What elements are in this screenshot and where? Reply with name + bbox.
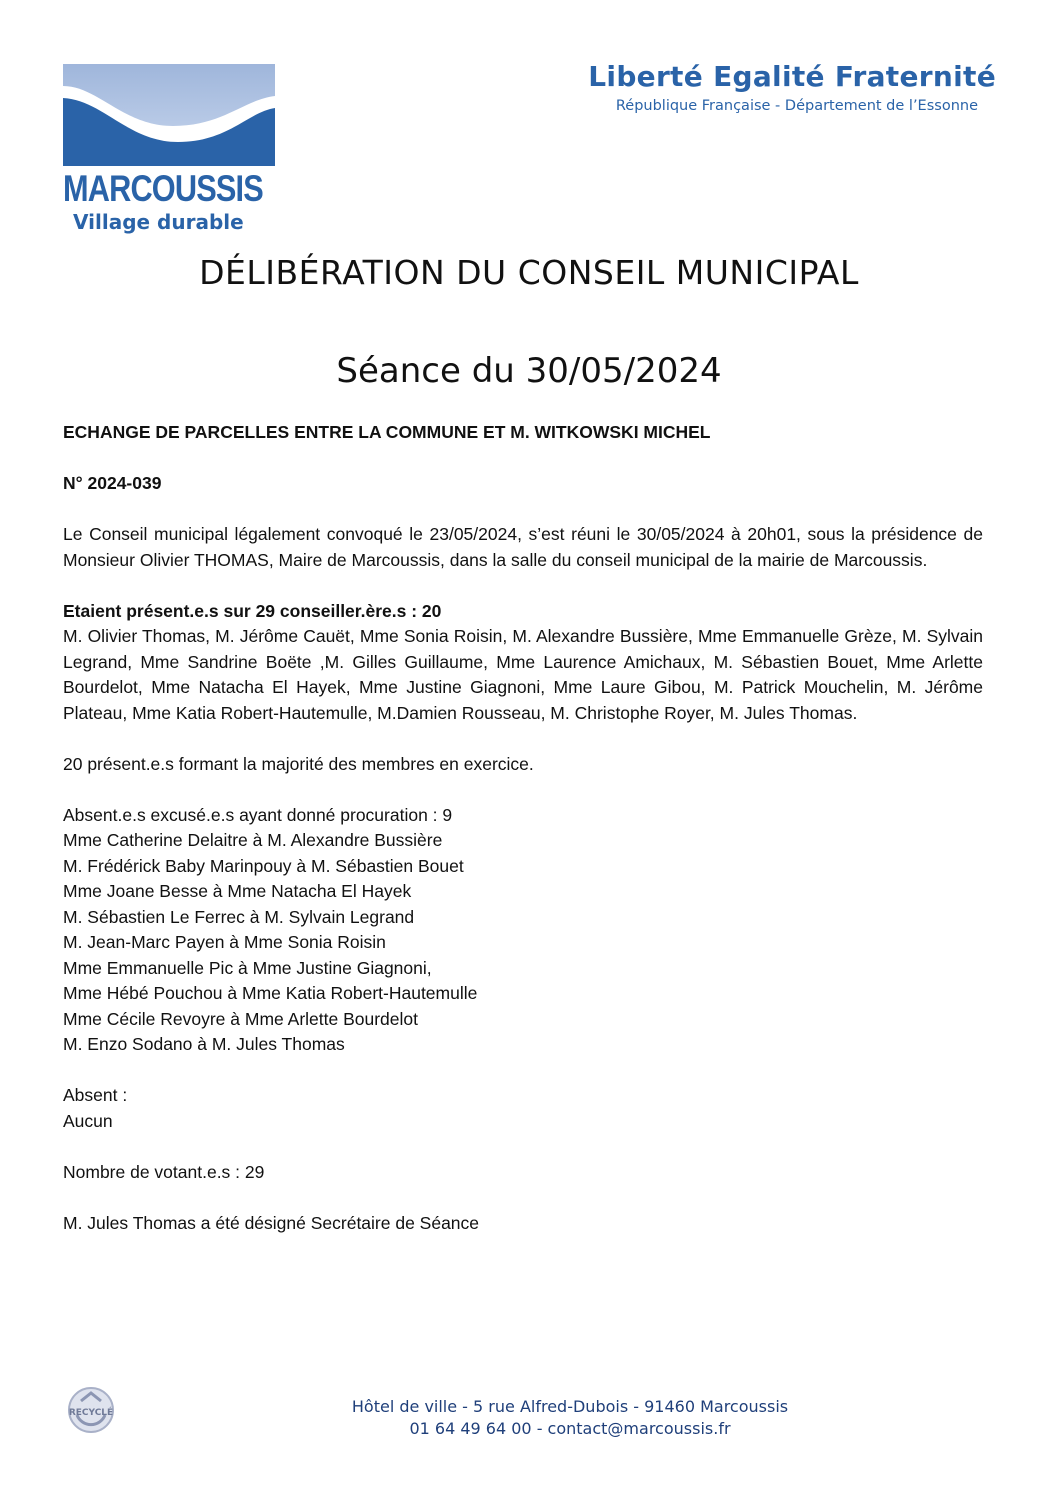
proxy-item: M. Enzo Sodano à M. Jules Thomas	[63, 1034, 345, 1054]
proxy-item: M. Jean-Marc Payen à Mme Sonia Roisin	[63, 932, 386, 952]
page-footer	[200, 1396, 940, 1440]
session-date: Séance du 30/05/2024	[336, 351, 722, 391]
absent-value: Aucun	[63, 1110, 113, 1131]
voters-count: Nombre de votant.e.s : 29	[63, 1161, 265, 1182]
document-title: DÉLIBÉRATION DU CONSEIL MUNICIPAL	[199, 253, 859, 292]
secretary-statement: M. Jules Thomas a été désigné Secrétaire de Séance	[63, 1212, 480, 1233]
proxy-item: Mme Joane Besse à Mme Natacha El Hayek	[63, 881, 412, 901]
republic-motto	[588, 60, 996, 116]
proxy-item: Mme Cécile Revoyre à Mme Arlette Bourdelot	[63, 1008, 418, 1029]
absent-label: Absent :	[63, 1085, 128, 1105]
proxies-heading: Absent.e.s excusé.e.s ayant donné procuration : 9	[63, 804, 453, 825]
motto-line: Liberté Egalité Fraternité	[588, 60, 996, 93]
logo-tagline: Village durable	[73, 210, 244, 234]
proxy-item: Mme Emmanuelle Pic à Mme Justine Giagnoni,	[63, 957, 432, 978]
deliberation-body	[63, 420, 983, 1236]
deliberation-subject: ECHANGE DE PARCELLES ENTRE LA COMMUNE ET M. WITKOWSKI MICHEL	[63, 422, 711, 442]
proxy-item: Mme Catherine Delaitre à M. Alexandre Bussière	[63, 830, 443, 850]
proxy-item: M. Frédérick Baby Marinpouy à M. Sébastien Bouet	[63, 855, 464, 876]
logo-wave-graphic	[63, 64, 275, 166]
present-list: M. Olivier Thomas, M. Jérôme Cauët, Mme Sonia Roisin, M. Alexandre Bussière, Mme Emmanuelle Grèze, M. Sylvain Legrand, Mme Sandrine Boëte ,M. Gilles Guillaume, Mme Laurence Amichaux, M. Sébastien Bouet, Mme Arlette Bourdelot, Mme Natacha El Hayek, Mme Justine Giagnoni, Mme Laure Gibou, M. Patrick Mouchelin, M. Jérôme Plateau, Mme Katia Robert-Hautemulle, M.Damien Rousseau, M. Christophe Royer, M. Jules Thomas.	[63, 626, 983, 723]
deliberation-number: N° 2024-039	[63, 473, 162, 493]
badge-label: RECYCLÉ	[68, 1408, 114, 1418]
proxy-item: M. Sébastien Le Ferrec à M. Sylvain Legrand	[63, 906, 415, 927]
proxy-item: Mme Hébé Pouchou à Mme Katia Robert-Hautemulle	[63, 983, 478, 1003]
footer-contact: 01 64 49 64 00 - contact@marcoussis.fr	[409, 1419, 731, 1438]
present-heading: Etaient présent.e.s sur 29 conseiller.ère.s : 20	[63, 600, 442, 621]
majority-statement: 20 présent.e.s formant la majorité des membres en exercice.	[63, 753, 534, 774]
logo-wordmark: MARCOUSSIS	[63, 168, 263, 209]
motto-subline: République Française - Département de l’Essonne	[615, 98, 978, 114]
footer-address: Hôtel de ville - 5 rue Alfred-Dubois - 91460 Marcoussis	[351, 1397, 789, 1416]
marcoussis-logo	[63, 64, 275, 236]
proxies-list	[63, 828, 983, 1058]
recycled-paper-icon	[63, 1381, 119, 1439]
intro-paragraph: Le Conseil municipal légalement convoqué le 23/05/2024, s’est réuni le 30/05/2024 à 20h01, sous la présidence de Monsieur Olivier THOMAS, Maire de Marcoussis, dans la salle du conseil municipal de la mairie de Marcoussis.	[63, 524, 983, 570]
